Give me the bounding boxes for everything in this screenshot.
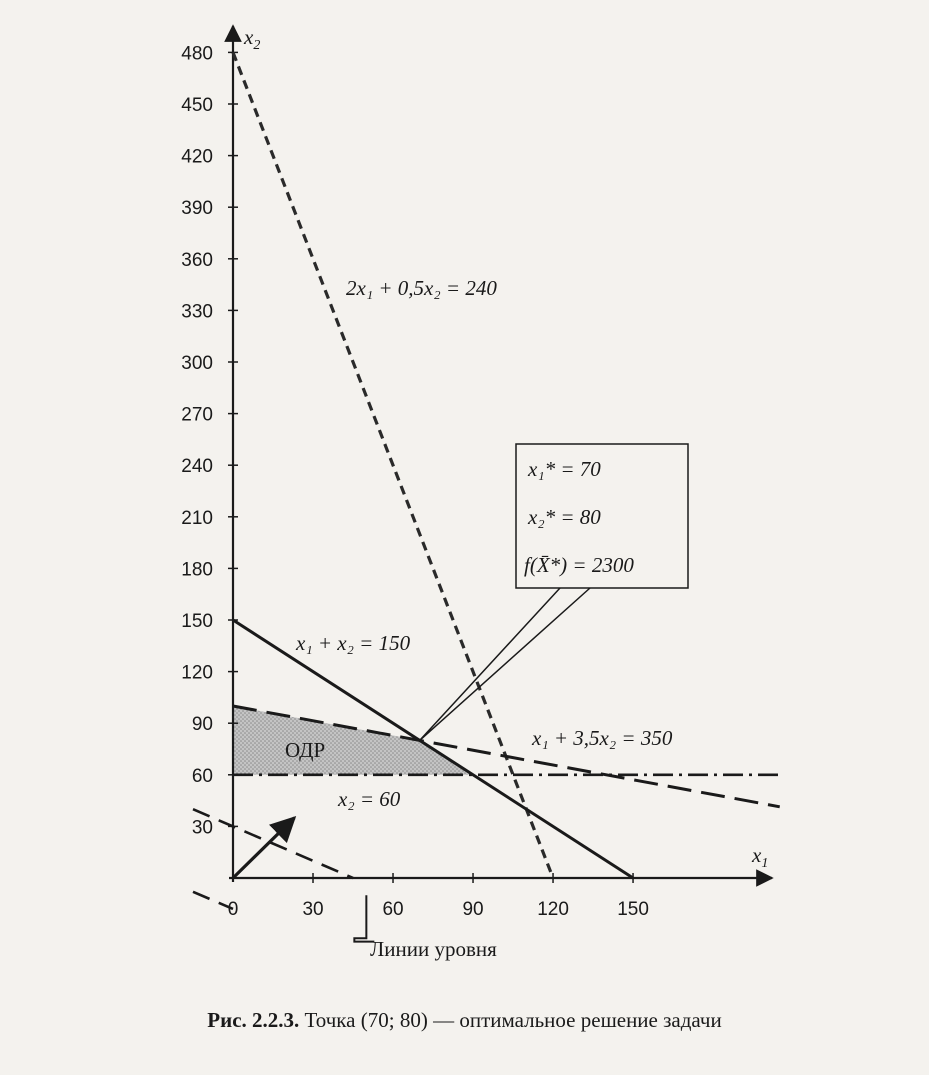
callout-f: f(X̄*) = 2300 [524, 553, 634, 577]
label-eq-60: x₂ = 60 [338, 787, 401, 811]
y-tick-label: 300 [181, 353, 213, 374]
y-tick-label: 450 [181, 95, 213, 116]
level-line-1 [193, 809, 353, 878]
y-tick-label: 360 [181, 249, 213, 271]
y-tick-label: 480 [181, 43, 213, 65]
label-odr: ОДР [285, 738, 326, 762]
y-tick-label: 90 [191, 714, 213, 736]
y-axis-title: $x_2$ [244, 25, 261, 53]
y-ticks [181, 43, 238, 838]
callout-x1: x₁* = 70 [528, 457, 601, 481]
caption-text: Точка (70; 80) — оптимальное решение задачи [304, 1008, 722, 1032]
y-tick-label: 210 [181, 507, 213, 529]
label-eq-350: x₁ + 3,5x₂ = 350 [532, 726, 673, 750]
x-ticks [228, 873, 649, 920]
y-tick-label: 180 [181, 559, 213, 581]
x-tick-label: 90 [462, 899, 484, 920]
y-tick-label: 420 [181, 146, 213, 168]
x-tick-label: 60 [382, 899, 404, 920]
label-eq-150: x₁ + x₂ = 150 [296, 631, 411, 655]
feasible-region [233, 706, 473, 775]
x-tick-label: 120 [537, 899, 569, 920]
y-tick-label: 390 [181, 198, 213, 220]
x-tick-label: 150 [617, 899, 649, 920]
y-tick-label: 120 [181, 662, 213, 684]
x-tick-label: 0 [227, 899, 239, 920]
y-tick-label: 270 [181, 404, 213, 426]
callout-pointer [420, 588, 590, 740]
caption-number: Рис. 2.2.3. [207, 1008, 300, 1032]
x-tick-label: 30 [302, 899, 324, 920]
x-axis-title: $x_1$ [752, 843, 769, 871]
y-tick-label: 330 [181, 301, 213, 323]
y-tick-label: 150 [181, 611, 213, 632]
callout-x2: x₂* = 80 [528, 505, 601, 529]
y-tick-label: 30 [191, 817, 213, 839]
y-tick-label: 240 [181, 456, 213, 478]
figure-caption [0, 1008, 929, 1033]
label-eq-240: 2x₁ + 0,5x₂ = 240 [346, 276, 497, 300]
y-tick-label: 60 [191, 765, 213, 787]
level-lines-bracket [354, 895, 374, 941]
label-level-lines: Линии уровня [370, 937, 497, 961]
